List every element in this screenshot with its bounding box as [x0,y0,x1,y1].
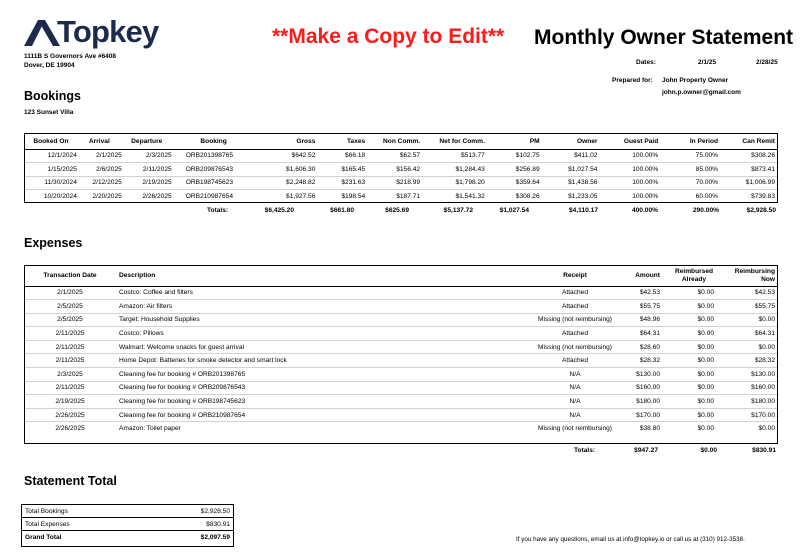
total-amount: $947.27 [634,447,658,454]
cell: Attached [445,300,615,314]
grand-total-label: Grand Total [25,533,62,541]
col-pm: PM [485,134,540,149]
cell: $0.00 [660,340,720,354]
bookings-heading: Bookings [24,89,81,103]
cell: $156.42 [365,163,420,177]
cell: Cleaning fee for booking # ORB209876543 [115,381,445,395]
cell: $0.00 [660,300,720,314]
prepared-for-label: Prepared for: [612,77,653,84]
cell: $411.02 [540,149,598,163]
cell: $180.00 [615,395,660,409]
address-line-1: 1111B S Governors Ave #6408 [24,53,117,60]
owner-email: john.p.owner@gmail.com [662,89,741,96]
company-address [24,53,116,70]
bookings-table [25,134,777,203]
cell: $28.32 [615,354,660,368]
col-description: Description [115,266,445,286]
total-owner: $4,110.17 [569,207,598,214]
date-end: 2/28/25 [756,59,778,66]
cell: 85.00% [658,163,718,177]
cell: 2/26/2025 [142,193,172,201]
cell: 2/20/2025 [92,193,122,201]
table-row [25,340,777,354]
grand-total-value: $2,097.59 [200,533,230,541]
topkey-logo-icon [24,18,60,46]
cell: 100.00% [597,176,658,190]
total-expenses-label: Total Expenses [22,518,146,531]
cell: ORB210987654 [185,193,233,201]
table-row [25,368,777,382]
cell: $42.53 [615,286,660,300]
table-row [25,149,777,163]
total-bookings-value: $2,928.50 [146,505,233,518]
cell: $170.00 [615,408,660,422]
col-arrival: Arrival [77,134,122,149]
cell: $308.26 [718,149,777,163]
cell: $0.00 [758,425,775,433]
cell: N/A [445,395,615,409]
cell: $0.00 [660,313,720,327]
expenses-heading: Expenses [24,236,83,250]
edit-banner: **Make a Copy to Edit** [272,25,505,48]
cell: N/A [445,368,615,382]
cell: 100.00% [597,149,658,163]
cell: $0.00 [720,340,777,354]
cell: $1,927.56 [286,193,316,201]
table-row [25,163,777,177]
total-gross: $6,425.20 [264,207,294,214]
col-receipt: Receipt [445,266,615,286]
cell: $165.45 [315,163,365,177]
col-amount: Amount [615,266,660,286]
bookings-table-box [24,133,778,203]
dates-label: Dates: [636,59,656,66]
cell: Missing (not reimbursing) [445,340,615,354]
expenses-header-row [25,266,777,286]
table-row [22,531,233,544]
cell: $739.83 [751,193,775,201]
cell: $102.75 [485,149,540,163]
table-row [25,286,777,300]
cell: 2/3/2025 [122,149,172,163]
cell: $231.63 [315,176,365,190]
cell: 2/3/2025 [25,368,115,382]
property-name: 123 Sunset Villa [24,109,74,116]
total-bookings-label: Total Bookings [22,505,146,518]
cell: $0.00 [660,327,720,341]
cell: 2/11/2025 [122,163,172,177]
cell: 2/19/2025 [122,176,172,190]
cell: Cleaning fee for booking # ORB198745623 [115,395,445,409]
statement-total-box [21,504,234,547]
total-reimbursed-already: $0.00 [700,447,717,454]
total-expenses-value: $830.91 [146,518,233,531]
total-net-for-comm: $5,137.72 [443,207,473,214]
topkey-logo [24,16,158,47]
address-line-2: Dover, DE 19904 [24,61,75,69]
table-row [25,381,777,395]
bookings-totals-label: Totals: [207,207,229,214]
cell: Home Depot: Batteries for smoke detector and smart lock [115,354,445,368]
cell: $873.41 [718,163,777,177]
cell: $28.32 [720,354,777,368]
cell: $1,233.05 [568,193,598,201]
cell: 2/26/2025 [25,408,115,422]
table-row [25,395,777,409]
cell: 2/19/2025 [25,395,115,409]
col-non-comm: Non Comm. [365,134,420,149]
expenses-table [25,266,777,436]
cell: Cleaning fee for booking # ORB201398765 [115,368,445,382]
col-can-remit: Can Remit [718,134,777,149]
cell: 60.00% [695,193,719,201]
table-row [25,327,777,341]
cell: $0.00 [660,286,720,300]
cell: ORB201398765 [172,149,256,163]
cell: N/A [445,408,615,422]
bookings-header-row [25,134,777,149]
col-gross: Gross [256,134,316,149]
cell: $42.53 [720,286,777,300]
cell: 75.00% [658,149,718,163]
cell: Attached [445,286,615,300]
cell: 2/1/2025 [77,149,122,163]
expenses-table-box [24,265,778,444]
cell: $1,606.30 [256,163,316,177]
cell: $1,284.43 [420,163,485,177]
cell: Amazon: Air filters [115,300,445,314]
cell: 70.00% [658,176,718,190]
cell: Walmart: Welcome snacks for guest arrival [115,340,445,354]
table-row [25,300,777,314]
cell: $1,027.54 [540,163,598,177]
cell: $48.96 [615,313,660,327]
cell: 2/5/2025 [25,300,115,314]
cell: $130.00 [615,368,660,382]
total-non-comm: $625.69 [385,207,409,214]
cell: Cleaning fee for booking # ORB210987654 [115,408,445,422]
expenses-totals-label: Totals: [574,447,596,454]
col-in-period: In Period [658,134,718,149]
cell: 10/20/2024 [43,193,77,201]
cell: Amazon: Toilet paper [119,425,181,433]
cell: ORB209876543 [172,163,256,177]
table-row [22,518,233,531]
cell: Costco: Coffee and filters [115,286,445,300]
cell: $0.00 [660,395,720,409]
table-row [25,190,777,204]
cell: $62.57 [365,149,420,163]
col-guest-paid: Guest Paid [597,134,658,149]
cell: 2/11/2025 [25,327,115,341]
col-reimbursed-already: Reimbursed Already [660,266,720,286]
date-start: 2/1/25 [698,59,717,66]
cell: 2/11/2025 [25,354,115,368]
cell: 2/26/2025 [55,425,85,433]
cell: $218.99 [365,176,420,190]
cell: $2,248.82 [256,176,316,190]
cell: $0.00 [660,368,720,382]
table-row [25,408,777,422]
cell: $55.75 [615,300,660,314]
cell: 2/6/2025 [77,163,122,177]
total-in-period: 290.00% [692,207,719,214]
cell: 2/11/2025 [25,381,115,395]
cell: $38.80 [639,425,660,433]
cell: $1,438.56 [540,176,598,190]
cell: Attached [445,354,615,368]
table-row [25,354,777,368]
cell: 2/1/2025 [25,286,115,300]
cell: $513.77 [420,149,485,163]
cell: $187.71 [396,193,421,201]
cell: Missing (not reimbursing) [445,313,615,327]
col-owner: Owner [540,134,598,149]
cell: ORB198745623 [172,176,256,190]
col-net-for-comm: Net for Comm. [420,134,485,149]
cell: 11/30/2024 [25,176,77,190]
col-departure: Departure [122,134,172,149]
cell: $256.89 [485,163,540,177]
owner-name: John Property Owner [662,77,729,84]
col-reimbursing-now: Reimbursing Now [720,266,777,286]
cell: $1,798.20 [420,176,485,190]
statement-total-heading: Statement Total [24,474,117,488]
cell: $160.00 [720,381,777,395]
col-booking: Booking [172,134,256,149]
total-can-remit: $2,928.50 [746,207,776,214]
logo-text: Topkey [57,14,159,49]
cell: $55.75 [720,300,777,314]
col-taxes: Taxes [315,134,365,149]
cell: $180.00 [720,395,777,409]
cell: $64.31 [615,327,660,341]
cell: $1,541.32 [455,193,485,201]
cell: $359.64 [485,176,540,190]
col-booked-on: Booked On [25,134,77,149]
cell: $642.52 [256,149,316,163]
cell: $130.00 [720,368,777,382]
total-guest-paid: 400.00% [631,207,658,214]
statement-title: Monthly Owner Statement [534,26,794,49]
cell: 2/5/2025 [25,313,115,327]
cell: $28.60 [615,340,660,354]
footer-contact: If you have any questions, email us at info@topkey.io or call us at (310) 912-3538. [516,536,745,543]
cell: N/A [445,381,615,395]
cell: 100.00% [632,193,659,201]
cell: $64.31 [720,327,777,341]
cell: $0.00 [720,313,777,327]
cell: 12/1/2024 [25,149,77,163]
cell: $0.00 [697,425,714,433]
cell: 1/15/2025 [25,163,77,177]
table-row [25,422,777,436]
cell: Attached [445,327,615,341]
cell: 100.00% [597,163,658,177]
cell: 2/12/2025 [77,176,122,190]
cell: $0.00 [660,381,720,395]
cell: $1,006.99 [718,176,777,190]
total-taxes: $661.80 [330,207,354,214]
table-row [22,505,233,518]
col-transaction-date: Transaction Date [25,266,115,286]
cell: $198.54 [341,193,366,201]
statement-total-table [22,505,233,543]
cell: $0.00 [660,354,720,368]
table-row [25,176,777,190]
table-row [25,313,777,327]
cell: $308.26 [515,193,540,201]
cell: Missing (not reimbursing) [537,425,613,433]
cell: $170.00 [720,408,777,422]
cell: $66.18 [315,149,365,163]
cell: $0.00 [660,408,720,422]
cell: Target: Household Supplies [115,313,445,327]
total-reimbursing-now: $830.91 [752,447,776,454]
cell: Costco: Pillows [115,327,445,341]
cell: 2/11/2025 [25,340,115,354]
cell: $160.00 [615,381,660,395]
total-pm: $1,027.54 [499,207,529,214]
